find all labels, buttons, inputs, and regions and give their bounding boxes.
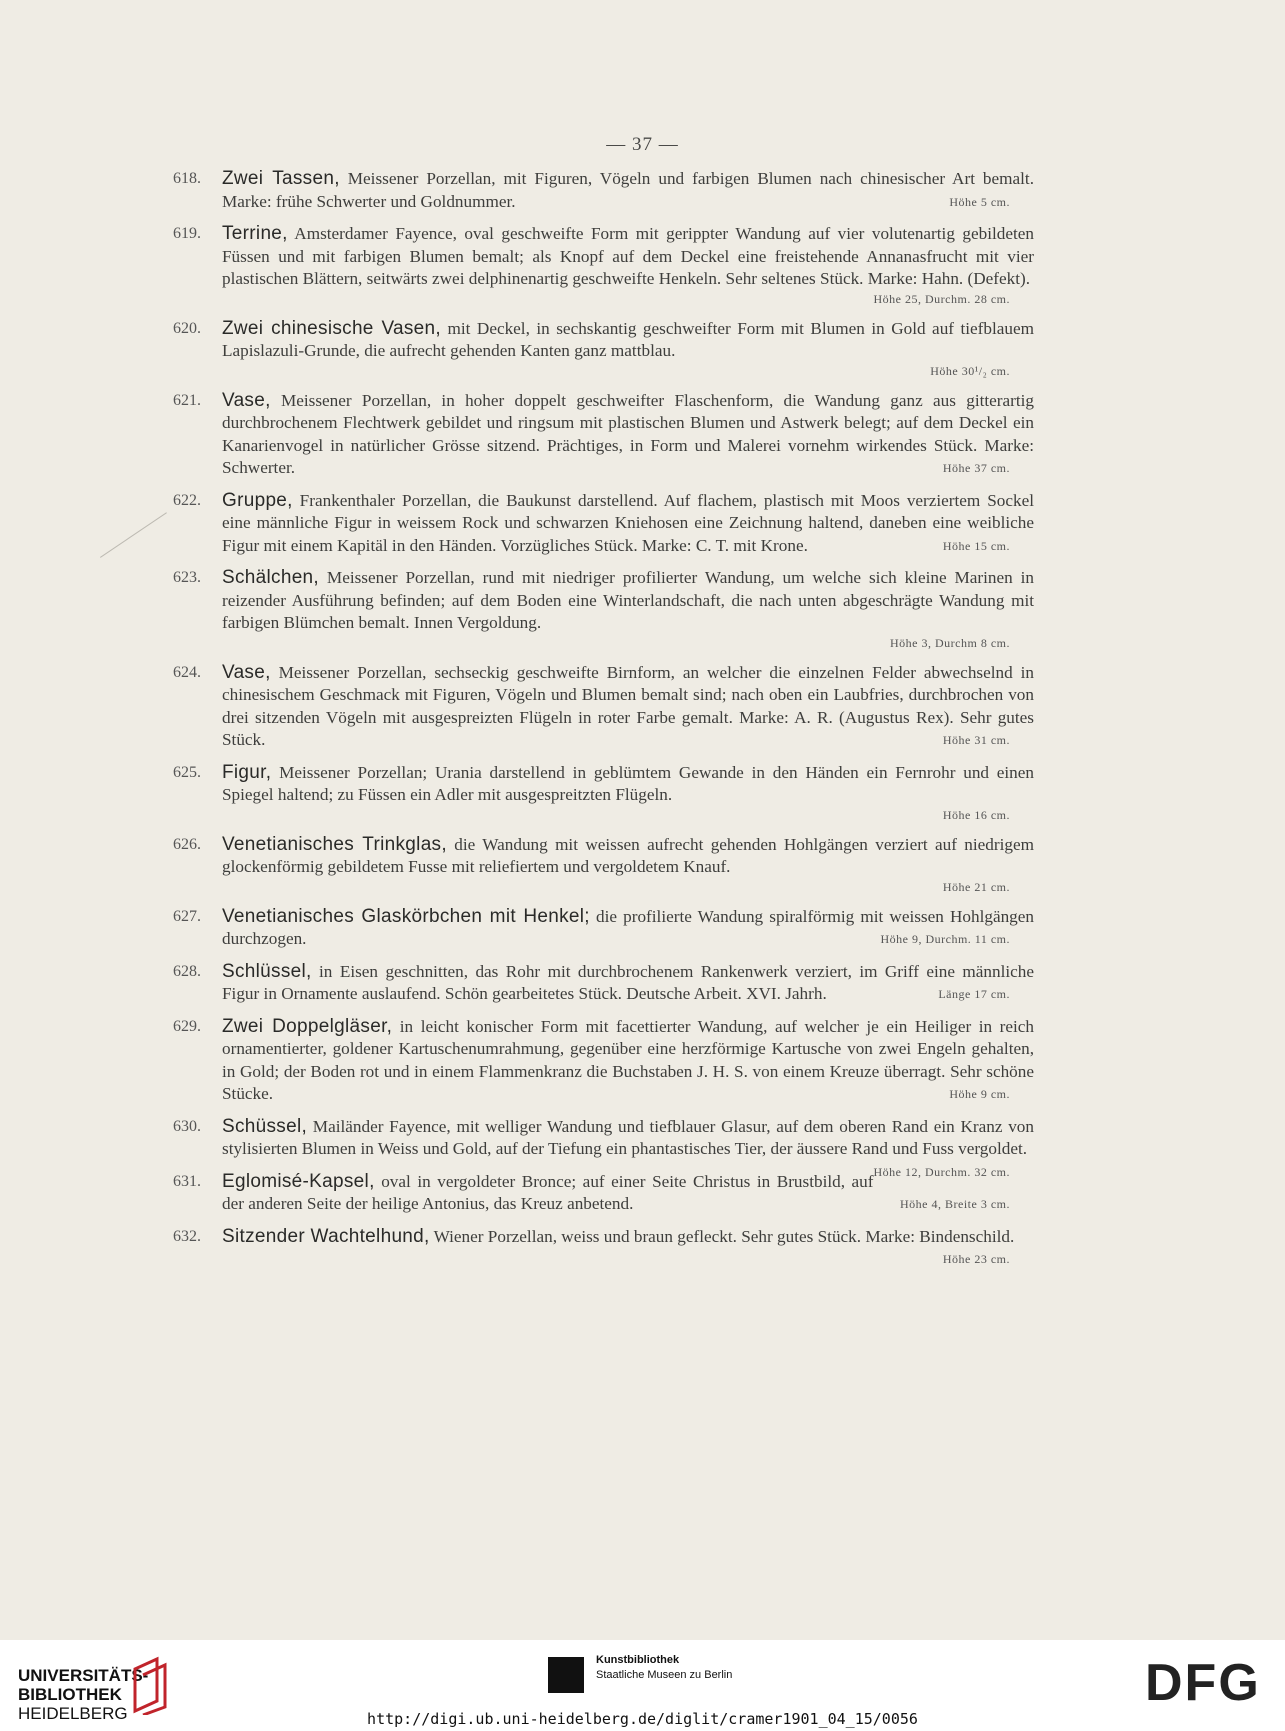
entry-text — [222, 662, 1034, 752]
logo-line: BIBLIOTHEK — [18, 1685, 122, 1704]
entry-title: Eglomisé-Kapsel, — [222, 1170, 375, 1192]
entry-number: 623. — [173, 569, 201, 586]
catalog-entry — [0, 490, 1285, 558]
entry-number: 627. — [173, 907, 201, 925]
catalog-entry — [0, 762, 1285, 824]
catalog-entry — [0, 662, 1285, 752]
logo-line: UNIVERSITÄTS- — [18, 1666, 149, 1685]
entry-text — [222, 762, 1034, 807]
entry-description: oval in vergoldeter Bronce; auf einer Seite Christus in Brustbild, auf der anderen Seite der heilige Antonius, das Kreuz anbetend. — [222, 1171, 874, 1213]
digitization-footer — [0, 1640, 1285, 1731]
logo-line: Staatliche Museen zu Berlin — [596, 1669, 733, 1681]
entry-text — [222, 1171, 1034, 1216]
entry-measurement: Höhe 4, Breite 3 cm. — [900, 1197, 1010, 1211]
catalog-entry — [0, 961, 1285, 1006]
entry-measurement: Höhe 9 cm. — [949, 1087, 1010, 1101]
entry-title: Venetianisches Trinkglas, — [222, 833, 447, 855]
entry-measurement: Höhe 25, Durchm. 28 cm. — [873, 291, 1010, 306]
entry-number: 631. — [173, 1172, 201, 1190]
entry-measurement: Höhe 12, Durchm. 32 cm. — [873, 1164, 1010, 1179]
entry-number: 619. — [173, 225, 201, 242]
entry-text — [222, 223, 1034, 291]
entry-number: 630. — [173, 1117, 201, 1135]
entry-title: Schlüssel, — [222, 960, 312, 982]
entry-text — [222, 906, 1034, 951]
entry-number: 626. — [173, 835, 201, 853]
entry-text — [222, 961, 1034, 1006]
catalog-entry — [0, 318, 1285, 380]
entry-text — [222, 490, 1034, 558]
entry-description: Wiener Porzellan, weiss und braun gefleckt. Sehr gutes Stück. Marke: Bindenschild. — [429, 1226, 1015, 1246]
logo-line: Kunstbibliothek — [596, 1654, 680, 1666]
catalog-entry — [0, 1171, 1285, 1216]
entry-number: 628. — [173, 962, 201, 980]
entry-measurement: Höhe 30¹/₂ cm. — [930, 363, 1010, 378]
entry-description: Meissener Porzellan, mit Figuren, Vögeln und farbigen Blumen nach chinesischer Art bemalt. Marke: frühe Schwerter und Goldnummer. — [222, 169, 1034, 211]
entry-text — [222, 168, 1034, 213]
permalink-url[interactable]: http://digi.ub.uni-heidelberg.de/diglit/cramer1901_04_15/0056 — [367, 1710, 918, 1728]
entry-description: Frankenthaler Porzellan, die Baukunst darstellend. Auf flachem, plastisch mit Moos verziertem Sockel eine männliche Figur in weissem Rock und schwarzen Kniehosen eine Zeichnung haltend, daneben eine weibliche Figur mit einem Kapitäl in den Händen. Vorzügliches Stück. Marke: C. T. mit Krone. — [222, 490, 1034, 555]
entry-title: Sitzender Wachtelhund, — [222, 1225, 430, 1247]
entry-number: 618. — [173, 170, 201, 187]
entry-measurement: Länge 17 cm. — [938, 987, 1010, 1001]
catalog-entry — [0, 1225, 1285, 1266]
entry-measurement: Höhe 16 cm. — [942, 807, 1010, 822]
entry-number: 624. — [173, 663, 201, 681]
entry-title: Vase, — [222, 389, 271, 411]
entry-description: die Wandung mit weissen aufrecht gehenden Hohlgängen verziert auf niedrigem glockenförmig gebildetem Fusse mit reliefiertem und vergoldetem Knauf. — [222, 834, 1034, 876]
entry-number: 632. — [173, 1227, 201, 1245]
entry-text — [222, 1016, 1034, 1106]
page-number: — 37 — — [606, 134, 679, 155]
entry-title: Figur, — [222, 761, 272, 783]
catalog-entry — [0, 168, 1285, 213]
catalog-entry — [0, 1115, 1285, 1179]
catalog-entry — [0, 390, 1285, 480]
entry-measurement: Höhe 37 cm. — [942, 461, 1010, 475]
entry-number: 625. — [173, 763, 201, 781]
catalog-entry — [0, 223, 1285, 308]
kunstbibliothek-logo[interactable] — [596, 1653, 732, 1683]
entry-description: mit Deckel, in sechskantig geschweifter Form mit Blumen in Gold auf tiefblauem Lapislazuli-Grunde, die aufrecht gehenden Kanten ganz mattblau. — [222, 318, 1034, 360]
entry-title: Terrine, — [222, 223, 288, 244]
entry-measurement: Höhe 21 cm. — [942, 879, 1010, 894]
entry-title: Vase, — [222, 661, 271, 683]
entry-title: Venetianisches Glaskörbchen mit Henkel; — [222, 905, 590, 927]
entry-number: 620. — [173, 319, 201, 337]
catalog-entry — [0, 1016, 1285, 1106]
university-emblem-icon — [127, 1655, 173, 1715]
dfg-logo[interactable]: DFG — [1145, 1654, 1261, 1712]
entry-title: Gruppe, — [222, 489, 293, 511]
entry-description: Meissener Porzellan, sechseckig geschweifte Birnform, an welcher die einzelnen Felder abwechselnd in chinesischem Geschmack mit Figuren, Vögeln und Blumen bemalt sind; nach oben ein Laubfries, durchbrochen von drei sitzenden Vögeln mit ausgespreizten Flügeln in roter Farbe gemalt. Marke: A. R. (Augustus Rex). Sehr gutes Stück. — [222, 662, 1034, 749]
entry-number: 621. — [173, 391, 201, 409]
entry-measurement: Höhe 5 cm. — [949, 194, 1010, 209]
entry-measurement: Höhe 9, Durchm. 11 cm. — [880, 932, 1010, 946]
entry-text — [222, 318, 1034, 363]
catalog-entries — [0, 168, 1285, 1271]
entry-text — [222, 834, 1034, 879]
entry-description: Mailänder Fayence, mit welliger Wandung und tiefblauer Glasur, auf dem oberen Rand ein Kranz von stylisierten Blumen in Weiss und Gold, auf der Tiefung ein phantastisches Tier, der äussere Rand und Fuss vergoldet. — [222, 1116, 1034, 1158]
entry-text — [222, 390, 1034, 480]
entry-measurement: Höhe 23 cm. — [942, 1252, 1010, 1266]
entry-title: Schüssel, — [222, 1115, 308, 1137]
entry-measurement: Höhe 15 cm. — [942, 538, 1010, 553]
catalog-entry — [0, 834, 1285, 896]
entry-number: 622. — [173, 491, 201, 509]
entry-title: Zwei Tassen, — [222, 168, 340, 189]
entry-description: in Eisen geschnitten, das Rohr mit durchbrochenem Rankenwerk verziert, im Griff eine männliche Figur in Ornamente auslaufend. Schön gearbeitetes Stück. Deutsche Arbeit. XVI. Jahrh. — [222, 961, 1034, 1003]
entry-description: Meissener Porzellan; Urania darstellend in geblümtem Gewande in den Händen ein Fernrohr und einen Spiegel haltend; zu Füssen ein Adler mit ausgespreitzten Flügeln. — [222, 762, 1034, 804]
entry-title: Schälchen, — [222, 567, 320, 588]
entry-measurement: Höhe 31 cm. — [942, 733, 1010, 747]
catalog-entry — [0, 567, 1285, 652]
catalog-entry — [0, 906, 1285, 951]
entry-title: Zwei Doppelgläser, — [222, 1015, 393, 1037]
entry-description: Meissener Porzellan, rund mit niedriger profilierter Wandung, um welche sich kleine Marinen in reizender Ausführung befinden; auf dem Boden eine Winterlandschaft, die nach unten abgeschrägte Wandung mit farbigen Blümchen bemalt. Innen Vergoldung. — [222, 568, 1034, 632]
entry-description: Amsterdamer Fayence, oval geschweifte Form mit gerippter Wandung auf vier volutenartig gebildeten Füssen und mit farbigen Blumen bemalt; als Knopf auf dem Deckel eine freistehende Annanasfrucht mit vier plastischen Blättern, seitwärts zwei delphinenartig geschweifte Henkeln. Sehr seltenes Stück. Marke: Hahn. (Defekt). — [222, 224, 1034, 288]
entry-description: die profilierte Wandung spiralförmig mit weissen Hohlgängen durchzogen. — [222, 906, 1034, 948]
entry-text — [222, 1225, 1034, 1266]
entry-title: Zwei chinesische Vasen, — [222, 317, 441, 339]
entry-measurement: Höhe 3, Durchm 8 cm. — [890, 635, 1010, 650]
entry-text — [222, 567, 1034, 635]
entry-text — [222, 1115, 1034, 1179]
entry-number: 629. — [173, 1017, 201, 1035]
entry-description: in leicht konischer Form mit facettierter Wandung, auf welcher je ein Heiliger in reich ornamentierter, goldener Kartuschenumrahmung, gegenüber eine herzförmige Kartusche von zwei Engeln gehalten, in Gold; der Boden rot und in einem Flammenkranz die Buchstaben J. H. S. von einem Kreuze überragt. Sehr schöne Stücke. — [222, 1016, 1034, 1103]
logo-line: HEIDELBERG — [18, 1704, 128, 1723]
entry-description: Meissener Porzellan, in hoher doppelt geschweifter Flaschenform, die Wandung ganz aus gitterartig durchbrochenem Flechtwerk gebildet und ringsum mit plastischen Blumen und Astwerk belegt; auf dem Deckel ein Kanarienvogel in natürlicher Grösse sitzend. Prächtiges, in Form und Malerei vornehm wirkendes Stück. Marke: Schwerter. — [222, 390, 1034, 477]
kunstbibliothek-eagle-icon — [548, 1657, 584, 1693]
